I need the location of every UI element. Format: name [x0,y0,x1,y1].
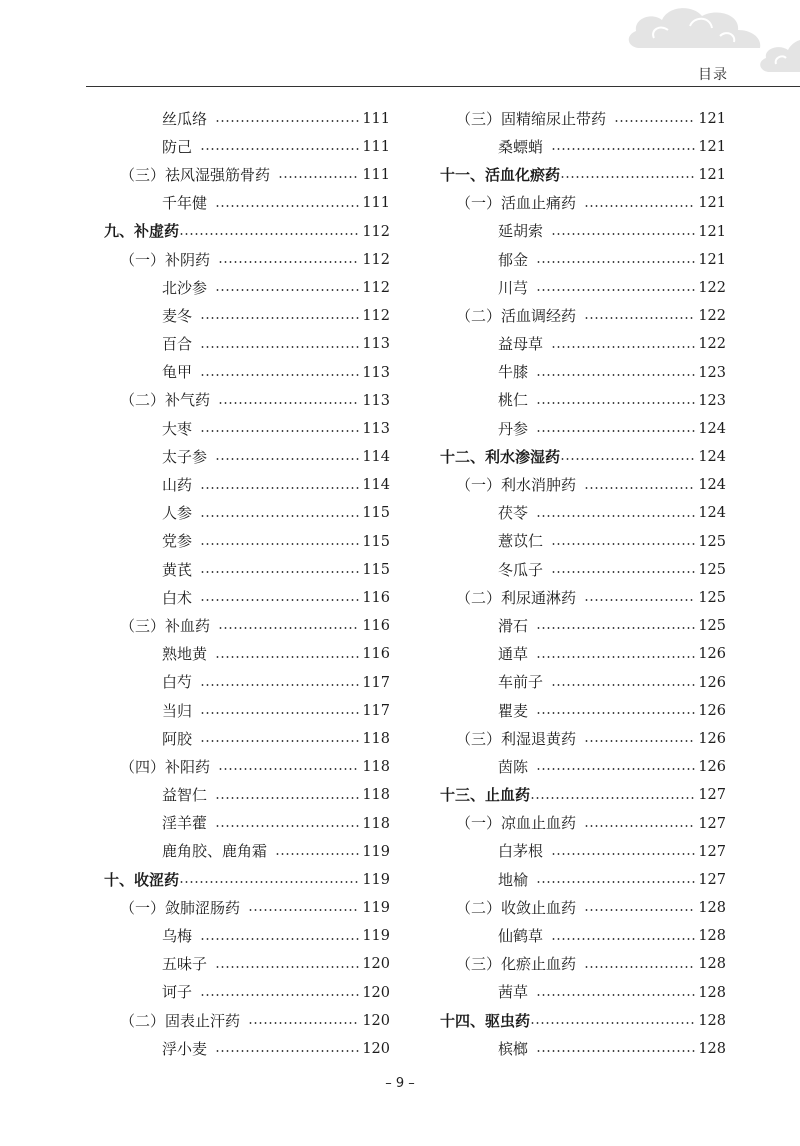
toc-entry-label: 丹参 [498,419,529,438]
toc-entry-label: 北沙参 [162,278,208,297]
toc-section-entry[interactable] [440,584,726,612]
toc-item-entry[interactable] [104,302,390,330]
dot-leader [200,543,359,545]
toc-item-entry[interactable] [440,359,726,387]
toc-entry-page: 116 [362,646,390,663]
dot-leader [278,176,359,178]
toc-entry-page: 128 [698,1041,726,1058]
toc-entry-page: 125 [698,590,726,607]
toc-entry-label: （二）固表止汗药 [120,1011,241,1030]
toc-entry-label: （三）化瘀止血药 [456,955,577,974]
dot-leader [200,740,359,742]
toc-section-entry[interactable] [440,302,726,330]
dot-leader [536,402,695,404]
toc-item-entry[interactable] [104,641,390,669]
toc-entry-label: 熟地黄 [162,645,208,664]
page-number: – 9 – [385,1076,415,1091]
toc-entry-page: 113 [362,336,390,353]
toc-entry-page: 114 [362,477,390,494]
toc-entry-page: 121 [698,110,726,127]
dot-leader [536,656,695,658]
toc-item-entry[interactable] [104,584,390,612]
toc-item-entry[interactable] [440,274,726,302]
toc-item-entry[interactable] [440,838,726,866]
dot-leader [584,487,695,489]
dot-leader [536,1050,695,1052]
toc-entry-page: 117 [362,702,390,719]
toc-entry-page: 125 [698,561,726,578]
dot-leader [530,1022,695,1024]
dot-leader [536,515,695,517]
dot-leader [551,346,695,348]
toc-entry-page: 121 [698,195,726,212]
toc-section-entry[interactable] [440,725,726,753]
toc-section-entry[interactable] [104,246,390,274]
toc-entry-page: 119 [362,871,390,888]
dot-leader [275,853,359,855]
toc-entry-label: 车前子 [498,673,544,692]
toc-entry-page: 112 [362,223,390,240]
toc-entry-page: 111 [362,110,390,127]
dot-leader [584,740,695,742]
toc-entry-page: 128 [698,1012,726,1029]
toc-entry-label: 通草 [498,645,529,664]
dot-leader [584,966,695,968]
toc-item-entry[interactable] [440,218,726,246]
toc-entry-page: 126 [698,646,726,663]
toc-entry-label: 十四、驱虫药 [440,1011,531,1030]
toc-entry-label: 浮小麦 [162,1039,208,1058]
toc-item-entry[interactable] [104,500,390,528]
toc-entry-label: 麦冬 [162,306,193,325]
toc-item-entry[interactable] [104,838,390,866]
toc-section-entry[interactable] [440,951,726,979]
toc-entry-page: 123 [698,364,726,381]
toc-entry-page: 124 [698,449,726,466]
toc-section-entry[interactable] [440,810,726,838]
toc-section-entry[interactable] [104,387,390,415]
dot-leader [536,261,695,263]
dot-leader [200,515,359,517]
toc-entry-page: 126 [698,674,726,691]
toc-entry-page: 121 [698,223,726,240]
dot-leader [215,458,359,460]
toc-entry-page: 116 [362,590,390,607]
dot-leader [218,768,359,770]
toc-entry-label: 黄芪 [162,560,193,579]
cloud-decoration-icon [0,0,800,80]
toc-section-entry[interactable] [440,105,726,133]
toc-item-entry[interactable] [440,979,726,1007]
toc-entry-label: 人参 [162,504,193,523]
toc-item-entry[interactable] [104,556,390,584]
toc-entry-label: 防己 [162,137,193,156]
dot-leader [551,148,695,150]
toc-item-entry[interactable] [104,133,390,161]
toc-entry-page: 112 [362,251,390,268]
toc-entry-label: （一）利水消肿药 [456,476,577,495]
toc-entry-page: 111 [362,139,390,156]
toc-entry-label: 薏苡仁 [498,532,544,551]
toc-entry-label: 白茅根 [498,842,544,861]
toc-entry-label: 十一、活血化瘀药 [440,165,561,184]
toc-entry-label: 桃仁 [498,391,529,410]
dot-leader [215,1050,359,1052]
toc-item-entry[interactable] [440,866,726,894]
toc-entry-label: 党参 [162,532,193,551]
dot-leader [551,571,695,573]
toc-entry-page: 113 [362,364,390,381]
toc-item-entry[interactable] [440,922,726,950]
toc-entry-label: （三）祛风湿强筋骨药 [120,165,271,184]
toc-entry-page: 123 [698,392,726,409]
dot-leader [536,627,695,629]
toc-entry-label: 白芍 [162,673,193,692]
dot-leader [530,797,695,799]
dot-leader [536,289,695,291]
toc-item-entry[interactable] [104,725,390,753]
toc-entry-label: 茯苓 [498,504,529,523]
toc-section-entry[interactable] [440,471,726,499]
toc-entry-label: 益智仁 [162,786,208,805]
toc-entry-label: 阿胶 [162,729,193,748]
dot-leader [551,853,695,855]
toc-item-entry[interactable] [104,951,390,979]
dot-leader [200,374,359,376]
dot-leader [200,712,359,714]
toc-chapter-entry[interactable] [104,866,390,894]
toc-item-entry[interactable] [440,133,726,161]
toc-entry-label: 桑螵蛸 [498,137,544,156]
toc-entry-page: 127 [698,843,726,860]
toc-entry-page: 125 [698,618,726,635]
toc-entry-label: （一）凉血止血药 [456,814,577,833]
toc-entry-label: （二）利尿通淋药 [456,588,577,607]
toc-entry-page: 124 [698,505,726,522]
toc-entry-page: 112 [362,308,390,325]
toc-entry-page: 116 [362,618,390,635]
toc-entry-label: （一）补阴药 [120,250,211,269]
dot-leader [215,966,359,968]
toc-entry-label: 当归 [162,701,193,720]
toc-entry-label: 千年健 [162,194,208,213]
dot-leader [215,825,359,827]
toc-entry-label: 十二、利水渗湿药 [440,447,561,466]
toc-entry-page: 126 [698,759,726,776]
toc-entry-label: 诃子 [162,983,193,1002]
toc-item-entry[interactable] [104,274,390,302]
toc-entry-page: 119 [362,928,390,945]
toc-entry-page: 124 [698,477,726,494]
dot-leader [218,627,359,629]
dot-leader [179,881,359,883]
dot-leader [536,374,695,376]
toc-entry-page: 122 [698,308,726,325]
toc-item-entry[interactable] [440,697,726,725]
dot-leader [215,797,359,799]
toc-entry-label: 延胡索 [498,222,544,241]
toc-entry-label: 滑石 [498,616,529,635]
toc-entry-label: （四）补阳药 [120,757,211,776]
toc-entry-label: （一）敛肺涩肠药 [120,898,241,917]
toc-entry-page: 126 [698,730,726,747]
dot-leader [560,176,695,178]
toc-entry-label: 淫羊藿 [162,814,208,833]
dot-leader [551,543,695,545]
toc-entry-page: 113 [362,392,390,409]
toc-entry-label: 百合 [162,335,193,354]
toc-item-entry[interactable] [440,415,726,443]
dot-leader [215,656,359,658]
toc-entry-page: 127 [698,815,726,832]
toc-section-entry[interactable] [104,161,390,189]
toc-entry-page: 121 [698,167,726,184]
toc-entry-label: 仙鹤草 [498,927,544,946]
toc-item-entry[interactable] [104,190,390,218]
dot-leader [248,1022,359,1024]
toc-entry-label: （二）收敛止血药 [456,898,577,917]
dot-leader [200,430,359,432]
toc-chapter-entry[interactable] [104,218,390,246]
toc-item-entry[interactable] [440,1035,726,1063]
toc-entry-label: （三）补血药 [120,616,211,635]
dot-leader [200,148,359,150]
toc-entry-page: 128 [698,956,726,973]
toc-entry-page: 115 [362,505,390,522]
toc-entry-page: 111 [362,195,390,212]
header-title: 目录 [698,67,728,83]
toc-entry-label: 五味子 [162,955,208,974]
toc-item-entry[interactable] [440,246,726,274]
toc-entry-page: 128 [698,984,726,1001]
toc-entry-page: 128 [698,928,726,945]
toc-entry-page: 128 [698,900,726,917]
toc-entry-label: 郁金 [498,250,529,269]
dot-leader [200,487,359,489]
toc-item-entry[interactable] [104,922,390,950]
toc-entry-label: （二）补气药 [120,391,211,410]
toc-chapter-entry[interactable] [440,782,726,810]
toc-entry-page: 120 [362,1012,390,1029]
toc-entry-page: 127 [698,787,726,804]
toc-entry-page: 118 [362,815,390,832]
dot-leader [536,430,695,432]
toc-item-entry[interactable] [440,669,726,697]
toc-entry-page: 114 [362,449,390,466]
dot-leader [551,233,695,235]
toc-entry-page: 124 [698,420,726,437]
toc-entry-label: （二）活血调经药 [456,306,577,325]
toc-section-entry[interactable] [104,753,390,781]
dot-leader [218,261,359,263]
dot-leader [200,599,359,601]
toc-item-entry[interactable] [104,810,390,838]
toc-entry-label: 川芎 [498,278,529,297]
toc-item-entry[interactable] [104,415,390,443]
toc-entry-page: 120 [362,984,390,1001]
dot-leader [584,599,695,601]
dot-leader [614,120,695,122]
toc-item-entry[interactable] [104,1035,390,1063]
dot-leader [215,289,359,291]
toc-entry-page: 120 [362,1041,390,1058]
toc-entry-label: 山药 [162,476,193,495]
toc-section-entry[interactable] [104,612,390,640]
toc-entry-label: 地榆 [498,870,529,889]
toc-entry-label: 九、补虚药 [104,222,180,241]
dot-leader [584,909,695,911]
toc-entry-label: 大枣 [162,419,193,438]
toc-entry-page: 121 [698,139,726,156]
toc-item-entry[interactable] [440,500,726,528]
dot-leader [218,402,359,404]
toc-item-entry[interactable] [104,471,390,499]
header-divider [86,86,800,87]
toc-entry-page: 126 [698,702,726,719]
toc-entry-page: 122 [698,279,726,296]
toc-item-entry[interactable] [104,105,390,133]
dot-leader [200,317,359,319]
toc-entry-label: 鹿角胶、鹿角霜 [162,842,268,861]
toc-entry-label: 丝瓜络 [162,109,208,128]
dot-leader [200,684,359,686]
toc-item-entry[interactable] [440,528,726,556]
toc-item-entry[interactable] [104,979,390,1007]
toc-section-entry[interactable] [104,894,390,922]
toc-entry-label: 太子参 [162,447,208,466]
toc-entry-label: 槟榔 [498,1039,529,1058]
toc-entry-label: 十三、止血药 [440,786,531,805]
dot-leader [560,458,695,460]
toc-entry-label: 茵陈 [498,757,529,776]
toc-entry-page: 122 [698,336,726,353]
toc-entry-label: 十、收涩药 [104,870,180,889]
dot-leader [536,712,695,714]
toc-item-entry[interactable] [440,331,726,359]
toc-entry-page: 118 [362,787,390,804]
toc-entry-page: 115 [362,533,390,550]
toc-item-entry[interactable] [104,782,390,810]
dot-leader [584,825,695,827]
dot-leader [584,317,695,319]
toc-column-right [440,105,726,1063]
toc-item-entry[interactable] [104,331,390,359]
toc-entry-page: 118 [362,730,390,747]
toc-entry-label: 瞿麦 [498,701,529,720]
dot-leader [215,205,359,207]
dot-leader [248,909,359,911]
toc-item-entry[interactable] [440,556,726,584]
toc-entry-page: 112 [362,279,390,296]
toc-entry-page: 127 [698,871,726,888]
dot-leader [536,881,695,883]
toc-item-entry[interactable] [440,641,726,669]
toc-item-entry[interactable] [104,359,390,387]
dot-leader [536,768,695,770]
dot-leader [200,571,359,573]
toc-section-entry[interactable] [440,190,726,218]
dot-leader [200,994,359,996]
dot-leader [536,994,695,996]
toc-entry-page: 111 [362,167,390,184]
dot-leader [215,120,359,122]
toc-item-entry[interactable] [104,697,390,725]
toc-chapter-entry[interactable] [440,443,726,471]
toc-entry-label: 茜草 [498,983,529,1002]
toc-item-entry[interactable] [440,387,726,415]
toc-chapter-entry[interactable] [440,1007,726,1035]
toc-entry-page: 121 [698,251,726,268]
dot-leader [551,938,695,940]
dot-leader [200,938,359,940]
toc-entry-page: 120 [362,956,390,973]
dot-leader [551,684,695,686]
toc-entry-label: （三）固精缩尿止带药 [456,109,607,128]
toc-entry-label: （一）活血止痛药 [456,194,577,213]
toc-item-entry[interactable] [440,753,726,781]
toc-item-entry[interactable] [104,528,390,556]
toc-entry-label: 冬瓜子 [498,560,544,579]
toc-entry-page: 119 [362,900,390,917]
dot-leader [179,233,359,235]
toc-section-entry[interactable] [104,1007,390,1035]
toc-entry-page: 113 [362,420,390,437]
toc-entry-label: 白术 [162,588,193,607]
dot-leader [584,205,695,207]
toc-entry-page: 115 [362,561,390,578]
toc-column-left [104,105,390,1063]
toc-entry-label: 益母草 [498,335,544,354]
toc-chapter-entry[interactable] [440,161,726,189]
toc-entry-label: （三）利湿退黄药 [456,729,577,748]
toc-item-entry[interactable] [440,612,726,640]
toc-entry-page: 118 [362,759,390,776]
toc-entry-label: 牛膝 [498,363,529,382]
toc-entry-page: 117 [362,674,390,691]
toc-section-entry[interactable] [440,894,726,922]
dot-leader [200,346,359,348]
toc-entry-label: 龟甲 [162,363,193,382]
toc-entry-page: 119 [362,843,390,860]
toc-entry-page: 125 [698,533,726,550]
toc-item-entry[interactable] [104,669,390,697]
toc-entry-label: 乌梅 [162,927,193,946]
toc-item-entry[interactable] [104,443,390,471]
